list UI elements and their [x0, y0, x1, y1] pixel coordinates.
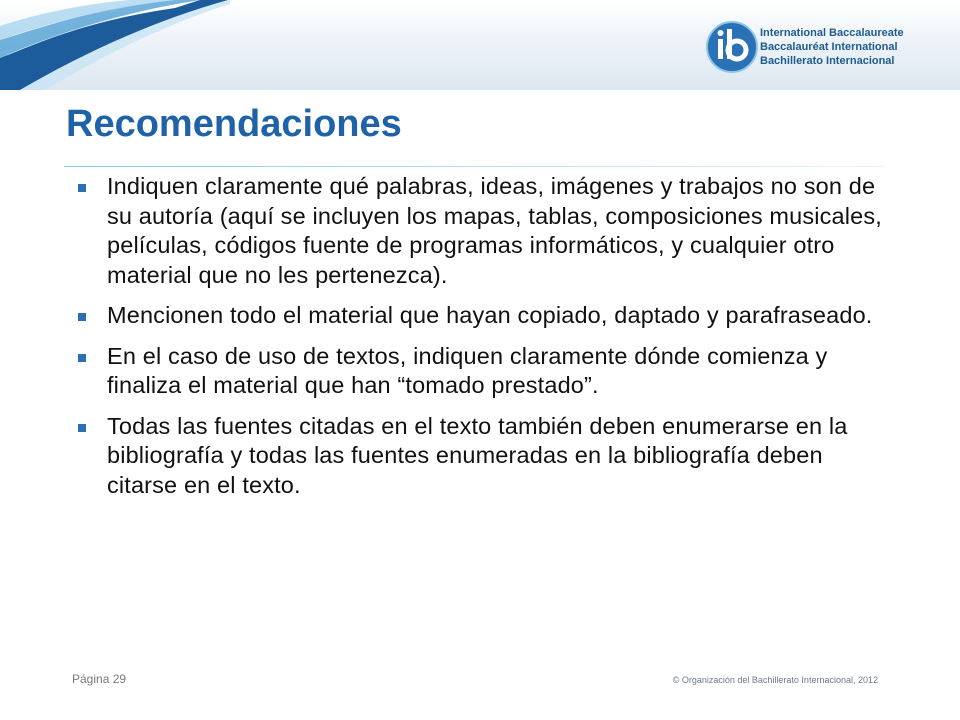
bullet-text: Mencionen todo el material que hayan copiado, daptado y parafraseado.	[107, 302, 873, 328]
logo-line-en: International Baccalaureate	[760, 27, 904, 39]
square-bullet-icon	[78, 424, 86, 432]
bullet-text: Todas las fuentes citadas en el texto también deben enumerarse en la bibliografía y todas las fuentes enumeradas en la bibliografía deben citarse en el texto.	[107, 412, 848, 498]
logo-line-es: Bachillerato Internacional	[760, 55, 895, 67]
slide-title: Recomendaciones	[66, 103, 402, 145]
ib-logo-icon	[705, 18, 759, 74]
copyright-notice: © Organización del Bachillerato Internacional, 2012	[672, 675, 878, 685]
header-band	[0, 0, 960, 90]
logo-line-fr: Baccalauréat International	[760, 41, 898, 53]
title-divider	[64, 166, 884, 167]
bullet-item	[72, 412, 882, 501]
bullet-text: Indiquen claramente qué palabras, ideas, imágenes y trabajos no son de su autoría (aquí se incluyen los mapas, tablas, composiciones musicales, películas, códigos fuente de programas informáticos, y cualquier otro material que no les pertenezca).	[107, 173, 882, 288]
bullet-text: En el caso de uso de textos, indiquen claramente dónde comienza y finaliza el material que han “tomado prestado”.	[107, 342, 828, 398]
logo-text	[760, 26, 904, 68]
bullet-list	[72, 172, 882, 511]
square-bullet-icon	[78, 184, 86, 192]
bullet-item	[72, 301, 882, 331]
bullet-item	[72, 172, 882, 290]
ib-logo	[705, 18, 905, 80]
square-bullet-icon	[78, 313, 86, 321]
header-swoosh-decoration	[0, 0, 230, 90]
square-bullet-icon	[78, 354, 86, 362]
page-number: Página 29	[72, 672, 127, 686]
bullet-item	[72, 342, 882, 401]
